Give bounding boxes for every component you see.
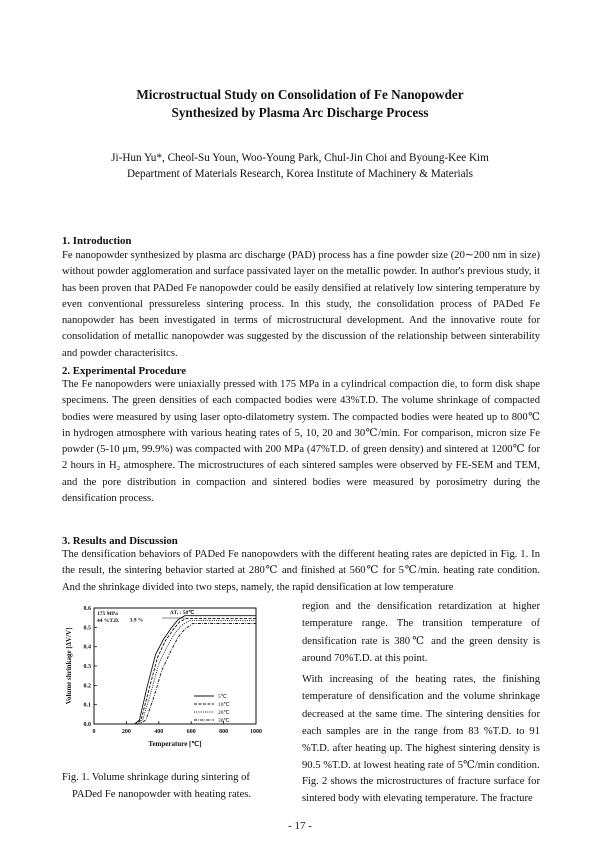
volume-shrinkage-chart [62, 600, 262, 760]
legend-label: 20℃ [218, 710, 230, 716]
x-tick-label: 400 [154, 729, 164, 735]
x-tick-label: 200 [121, 729, 131, 735]
plot-frame [94, 608, 256, 724]
annotation-green-density: 44 %T.D. [97, 618, 120, 624]
x-tick-label: 600 [186, 729, 196, 735]
figure-caption-line2: PADed Fe nanopowder with heating rates. [72, 789, 252, 800]
paper-title-line1: Microstructual Study on Consolidation of Fe Nanopowder [136, 87, 464, 102]
legend-label: 10℃ [218, 702, 230, 708]
results-column-paragraph-2: With increasing of the heating rates, the finishing temperature of densification and the volume shrinkage decreased at the same time. The sintering densities for each samples are in the range from 83 %T.D. to 91 %T.D. after heating up. The highest sintering density is 90.5 %T.D. at lowest heating rate of 5℃/min condition. [302, 674, 540, 772]
annotation-pressure: 175 MPa [97, 611, 118, 617]
y-tick-label: 0.0 [83, 722, 91, 728]
y-tick-label: 0.1 [83, 702, 91, 709]
y-tick-label: 0.6 [83, 606, 91, 612]
results-column-paragraph-1: region and the densification retardization at higher temperature range. The transition temperature of densification rate is 380℃ and the green density is around 70%T.D. at this point. [302, 601, 540, 664]
author-affiliation: Department of Materials Research, Korea Institute of Machinery & Materials [126, 168, 474, 180]
x-tick-label: 0 [92, 729, 96, 735]
section-heading-results: 3. Results and Discussion [62, 535, 178, 547]
series-line-4 [94, 624, 256, 725]
y-axis-label: Volume shrinkage [ΔV/V] [65, 627, 73, 705]
page-number: - 17 - [288, 820, 312, 832]
legend-label: 30℃ [218, 718, 230, 724]
annotation-shrinkage-difference: 3.9 % [129, 617, 144, 624]
series-line-1 [94, 616, 256, 724]
y-tick-label: 0.3 [83, 664, 91, 670]
x-tick-label: 800 [219, 729, 229, 735]
x-tick-label: 1000 [250, 729, 262, 735]
y-tick-label: 0.5 [83, 625, 91, 632]
figure-caption-line1: Fig. 1. Volume shrinkage during sintering of [62, 772, 250, 783]
results-column-paragraph-3: Fig. 2 shows the microstructures of fracture surface for sintered body with elevating temperature. The fracture [302, 776, 540, 805]
paper-title-line2: Synthesized by Plasma Arc Discharge Process [171, 105, 429, 120]
author-list: Ji-Hun Yu*, Cheol-Su Youn, Woo-Young Park, Chul-Jin Choi and Byoung-Kee Kim [111, 152, 489, 164]
y-tick-label: 0.2 [83, 683, 91, 690]
legend-label: 5℃ [218, 694, 227, 700]
figure-1-caption [62, 769, 274, 803]
results-text-full-width: The densification behaviors of PADed Fe nanopowders with the different heating rates are depicted in Fig. 1. In the result, the sintering behavior started at 280℃ and finished at 560℃ for 5℃/min. heating rate condition. And the shrinkage divided into two steps, namely, the rapid densification at low temperature [62, 549, 540, 593]
series-line-2 [94, 619, 256, 724]
procedure-text: The Fe nanopowders were uniaxially pressed with 175 MPa in a cylindrical compaction die, to form disk shape specimens. The green densities of each compacted bodies were 43%T.D. The volume shrinkage of compacted bodies were measured by using laser opto-dilatometry system. The compacted bodies were heated up to 800℃ in hydrogen atmosphere with various heating rates of 5, 10, 20 and 30℃/min. For comparison, micron size Fe powder (5-10 μm, 99.9%) was compacted with 200 MPa (47%T.D. of green density) and sintered at 1200℃ for 2 hours in H₂ atmosphere. The microstructures of each sintered samples were observed by FE-SEM and TEM, and the pore distribution in compaction and sintered bodies were measured by porosimetry during the densification process. [62, 379, 540, 505]
section-heading-procedure: 2. Experimental Procedure [62, 365, 187, 377]
series-line-3 [94, 621, 256, 724]
x-axis-label: Temperature [℃] [148, 740, 202, 748]
introduction-text: Fe nanopowder synthesized by plasma arc discharge (PAD) process has a fine powder size (20∼200 nm in size) without powder agglomeration and surface passivated layer on the metallic powder. In author's previous study, it has been proven that PADed Fe nanopowder could be easily densified at relatively low sintering temperature by even conventional pressureless sintering process. In this study, the consolidation process of PADed Fe nanopowder has been investigated in terms of microstructural development. And the innovative route for consolidation of metallic nanopowder was suggested by the discussion of the relationship between sinterability and powder characterisitcs. [62, 250, 540, 359]
figure-1-chart [62, 600, 262, 760]
y-tick-label: 0.4 [83, 644, 91, 651]
section-heading-introduction: 1. Introduction [62, 235, 132, 247]
annotation-delta-temperature: ΔT, : 58℃ [170, 610, 195, 616]
